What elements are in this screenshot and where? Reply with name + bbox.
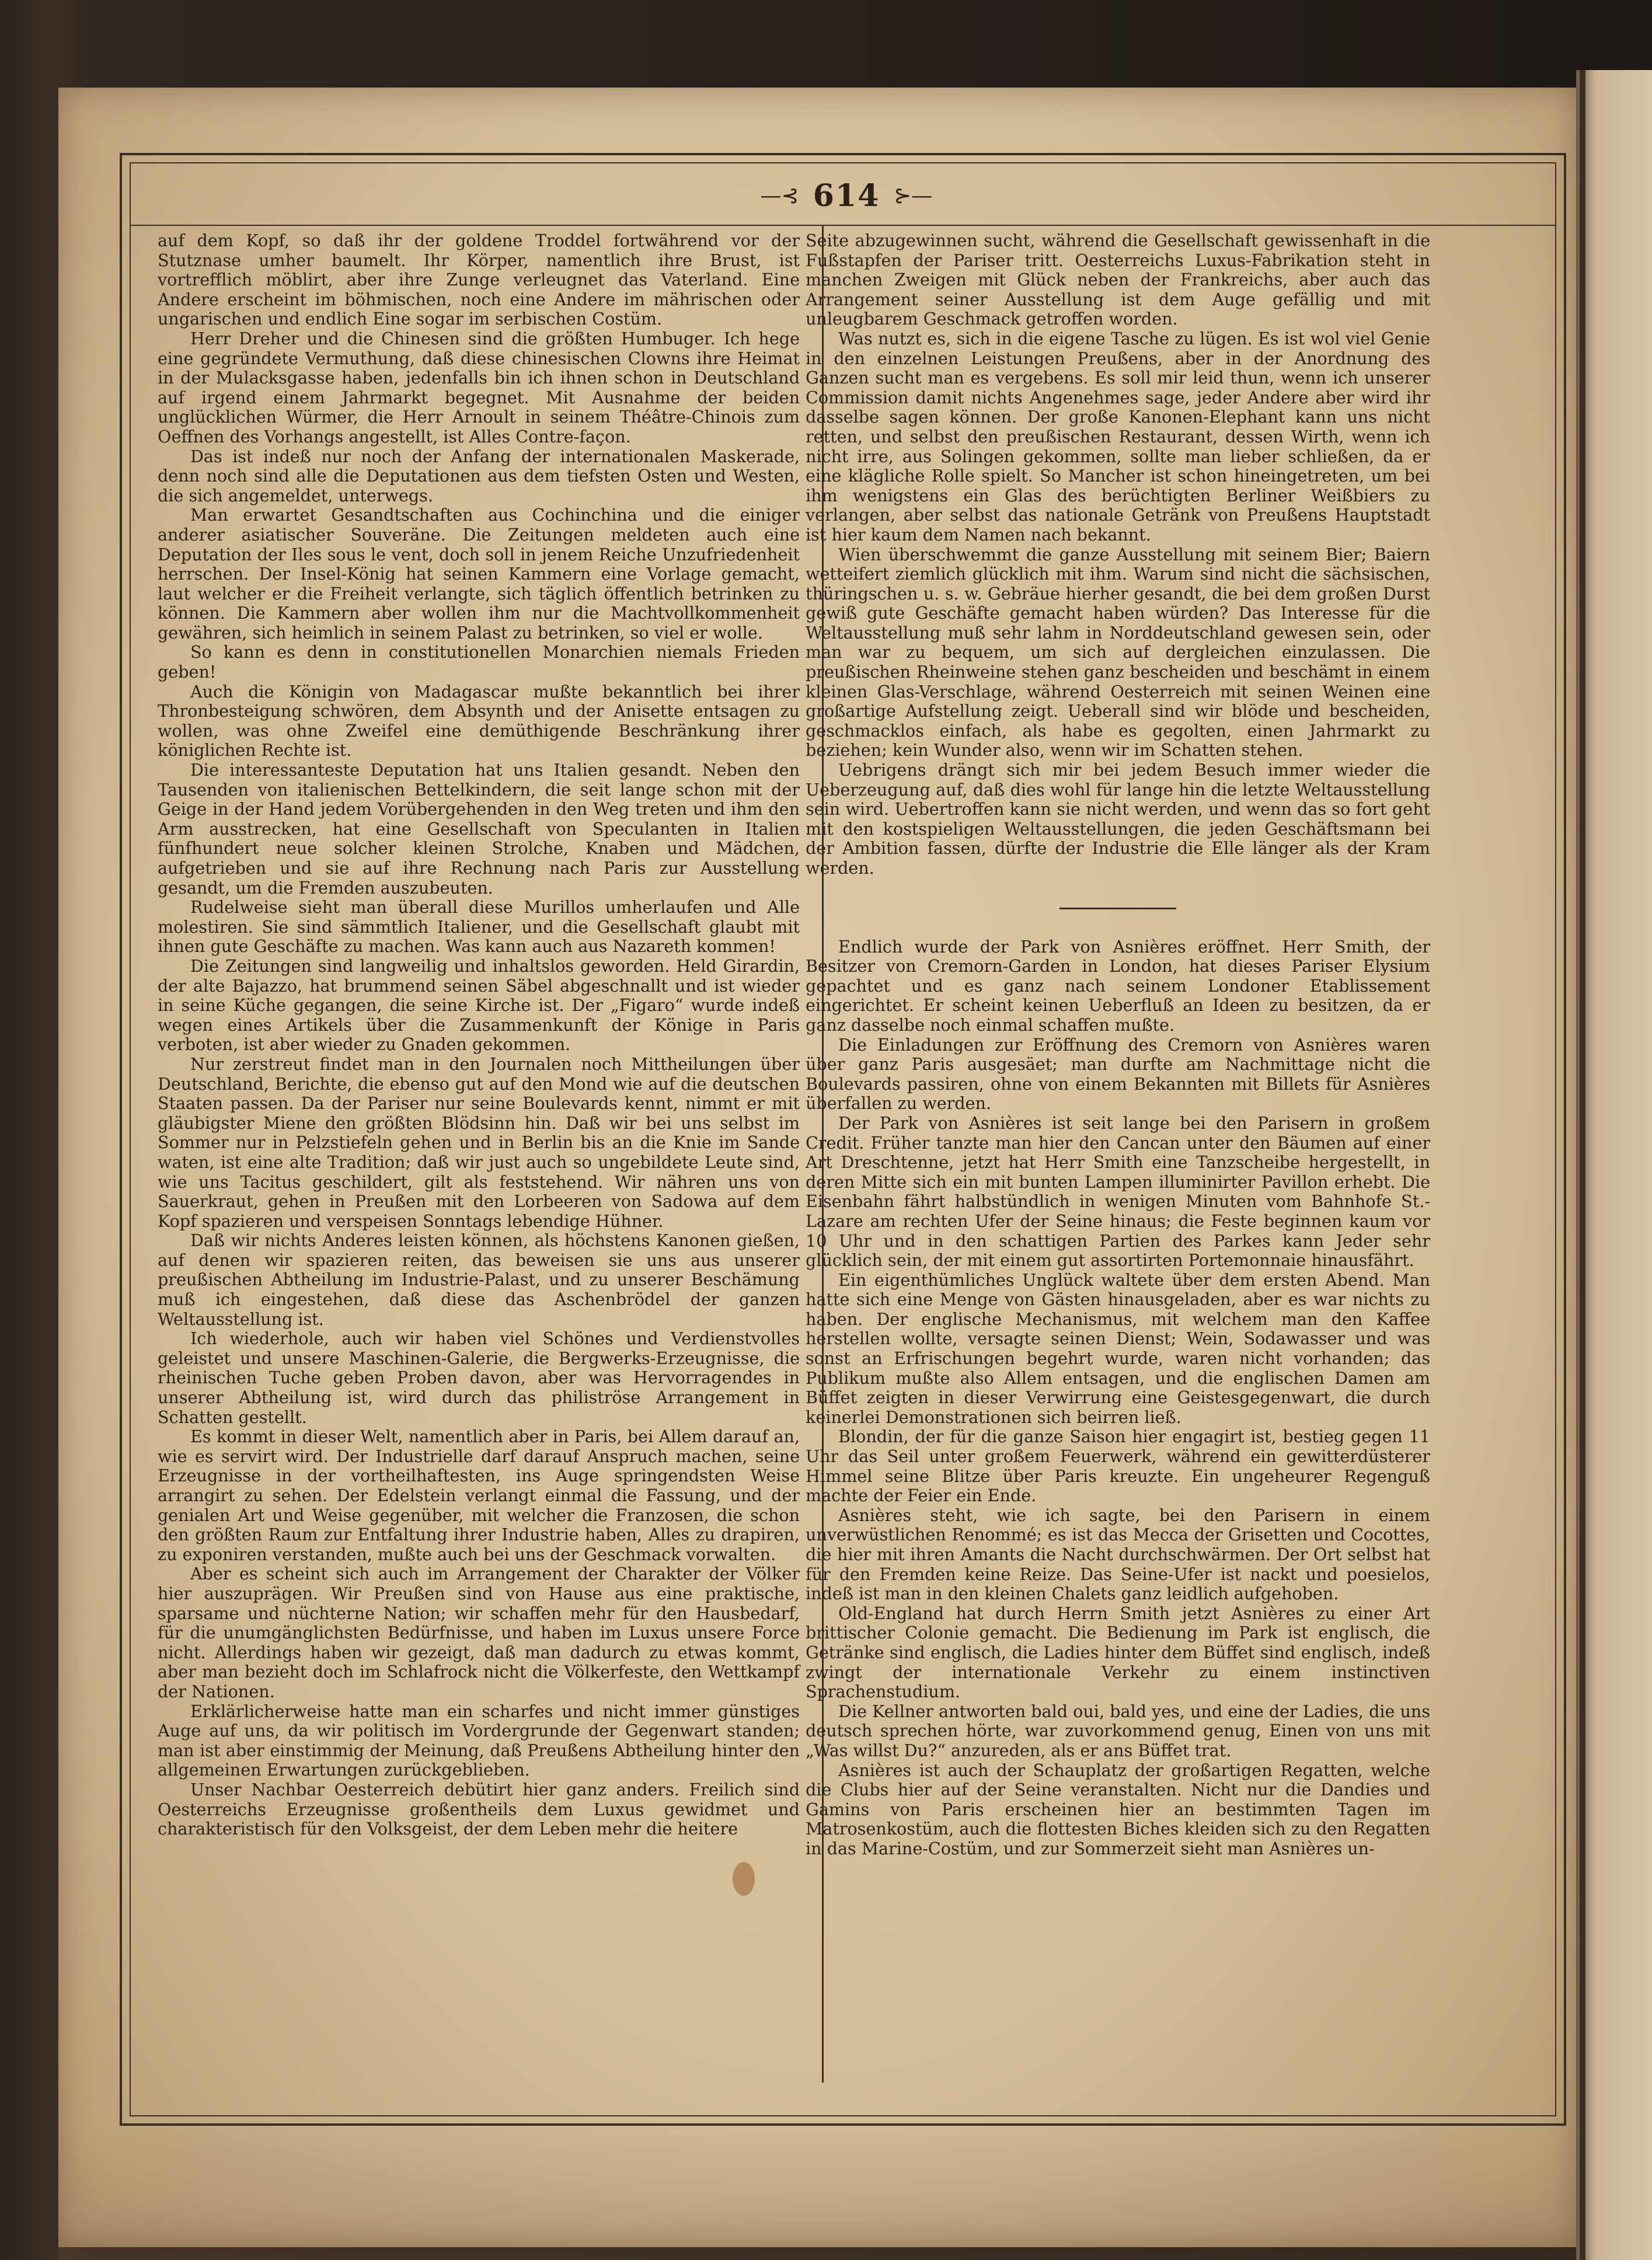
paragraph: Herr Dreher und die Chinesen sind die größten Humbuger. Ich hege eine gegründete Vermuthung, daß diese chinesischen Clowns ihre Heimat in der Mulacksgasse haben, jedenfalls bin ich ihnen schon in Deutschland auf irgend einem Jahrmarkt begegnet. Mit Ausnahme der beiden unglücklichen Würmer, die Herr Arnoult in seinem Théâtre-Chinois zum Oeffnen des Vorhangs angestellt, ist Alles Contre-façon. (158, 328, 800, 447)
paragraph: Old-England hat durch Herrn Smith jetzt Asnières zu einer Art brittischer Colonie gemacht. Die Bedienung im Park ist englisch, die Getränke sind englisch, die Ladies hinter dem Büffet sind englisch, indeß zwingt der internationale Verkehr zu einem instinctiven Sprachenstudium. (806, 1603, 1430, 1702)
header-rule (130, 225, 1556, 226)
paragraph: Asnières steht, wie ich sagte, bei den Parisern in einem unverwüstlichen Renommé; es ist das Mecca der Grisetten und Cocottes, die hier mit ihren Amants die Nacht durchschwärmen. Der Ort selbst hat für den Fremden keine Reize. Das Seine-Ufer ist nackt und poesielos, indeß ist man in den kleinen Chalets ganz leidlich aufgehoben. (806, 1505, 1430, 1604)
paragraph: Die Einladungen zur Eröffnung des Cremorn von Asnières waren über ganz Paris ausgesäet; man durfte am Nachmittage nicht die Boulevards passiren, ohne von einem Bekannten mit Billets für Asnières überfallen zu werden. (806, 1034, 1430, 1114)
paragraph: Die interessanteste Deputation hat uns Italien gesandt. Neben den Tausenden von italienischen Bettelkindern, die seit lange schon mit der Geige in der Hand jedem Vorübergehenden in den Weg treten und ihm den Arm ausstrecken, hat eine Gesellschaft von Speculanten in Italien fünfhundert neue solcher kleinen Strolche, Knaben und Mädchen, aufgetrieben und sie auf ihre Rechnung nach Paris zur Ausstellung gesandt, um die Fremden auszubeuten. (158, 760, 800, 898)
ornament-right: ⊱— (894, 183, 933, 208)
right-column-top (806, 231, 1430, 878)
paragraph: Das ist indeß nur noch der Anfang der internationalen Maskerade, denn noch sind alle die Deputationen aus dem tiefsten Osten und Westen, die sich angemeldet, unterwegs. (158, 446, 800, 505)
page-bottom-shade (58, 2125, 1576, 2260)
paragraph: Rudelweise sieht man überall diese Murillos umherlaufen und Alle molestiren. Sie sind sämmtlich Italiener, und die Gesellschaft glaubt mit ihnen gute Geschäfte zu machen. Was kann auch aus Nazareth kommen! (158, 897, 800, 957)
paper-stain (733, 1862, 755, 1896)
right-column-bottom (806, 937, 1430, 1859)
section-separator (1059, 908, 1176, 909)
paragraph: Endlich wurde der Park von Asnières eröffnet. Herr Smith, der Besitzer von Cremorn-Garden in London, hat dieses Pariser Elysium gepachtet und es ganz nach seinem Londoner Etablissement eingerichtet. Er scheint keinen Ueberfluß an Ideen zu besitzen, da er ganz dasselbe noch einmal schaffen mußte. (806, 936, 1430, 1035)
paragraph: Wien überschwemmt die ganze Ausstellung mit seinem Bier; Baiern wetteifert ziemlich glücklich mit ihm. Warum sind nicht die sächsischen, thüringschen u. s. w. Gebräue hierher gesandt, die bei dem großen Durst gewiß gute Geschäfte gemacht haben würden? Das Interesse für die Weltausstellung muß sehr lahm in Norddeutschland gewesen sein, oder man war zu bequem, um sich auf dergleichen einzulassen. Die preußischen Rheinweine stehen ganz bescheiden und beschämt in einem kleinen Glas-Verschlage, während Oesterreich mit seinen Weinen eine großartige Aufstellung zeigt. Ueberall sind wir blöde und bescheiden, geschmacklos einfach, als habe es gegolten, einen Jahrmarkt zu beziehen; kein Wunder also, wenn wir im Schatten stehen. (806, 544, 1430, 761)
paragraph: Die Zeitungen sind langweilig und inhaltslos geworden. Held Girardin, der alte Bajazzo, hat brummend seinen Säbel abgeschnallt und ist wieder in seine Küche gegangen, die seine Kirche ist. Der „Figaro“ wurde indeß wegen eines Artikels über die Zusammenkunft der Könige in Paris verboten, ist aber wieder zu Gnaden gekommen. (158, 955, 800, 1055)
paragraph: Aber es scheint sich auch im Arrangement der Charakter der Völker hier auszuprägen. Wir Preußen sind von Hause aus eine praktische, sparsame und nüchterne Nation; wir schaffen mehr für den Hausbedarf, für die unumgänglichsten Bedürfnisse, und haben im Luxus unsere Force nicht. Allerdings haben wir gezeigt, daß man dadurch zu etwas kommt, aber man bezieht doch im Schlafrock nicht die Völkerfeste, den Wettkampf der Nationen. (158, 1564, 800, 1701)
paragraph: Auch die Königin von Madagascar mußte bekanntlich bei ihrer Thronbesteigung schwören, dem Absynth und der Anisette entsagen zu wollen, was ohne Zweifel eine demüthigende Beschränkung ihrer königlichen Rechte ist. (158, 681, 800, 761)
paragraph: Die Kellner antworten bald oui, bald yes, und eine der Ladies, die uns deutsch sprechen hörte, war zuvorkommend genug, Einen von uns mit „Was willst Du?“ anzureden, als er ans Büffet trat. (806, 1701, 1430, 1760)
page-header (671, 169, 1022, 222)
paragraph: Man erwartet Gesandtschaften aus Cochinchina und die einiger anderer asiatischer Souveräne. Die Zeitungen meldeten auch eine Deputation der Iles sous le vent, doch soll in jenem Reiche Unzufriedenheit herrschen. Der Insel-König hat seinen Kammern eine Vorlage gemacht, laut welcher er die Freiheit verlangte, sich täglich öffentlich betrinken zu können. Die Kammern aber wollen ihm nur die Machtvollkommenheit gewähren, sich heimlich in seinem Palast zu betrinken, so viel er wolle. (158, 505, 800, 643)
paragraph: Erklärlicherweise hatte man ein scharfes und nicht immer günstiges Auge auf uns, da wir politisch im Vordergrunde der Gegenwart standen; man ist aber einstimmig der Meinung, daß Preußens Abtheilung hinter den allgemeinen Erwartungen zurückgeblieben. (158, 1701, 800, 1780)
paragraph: Unser Nachbar Oesterreich debütirt hier ganz anders. Freilich sind Oesterreichs Erzeugnisse großentheils dem Luxus gewidmet und charakteristisch für den Volksgeist, der dem Leben mehr die heitere (158, 1779, 800, 1839)
right-column (806, 231, 1430, 1859)
next-page-edge (1576, 70, 1652, 2260)
left-column (158, 231, 800, 1839)
page-number: 614 (813, 177, 880, 214)
paragraph: Seite abzugewinnen sucht, während die Gesellschaft gewissenhaft in die Fußstapfen der Pariser tritt. Oesterreichs Luxus-Fabrikation steht in manchen Zweigen mit Glück neben der Frankreichs, aber auch das Arrangement seiner Ausstellung ist dem Auge gefällig und mit unleugbarem Geschmack getroffen worden. (806, 231, 1430, 329)
paragraph: Asnières ist auch der Schauplatz der großartigen Regatten, welche die Clubs hier auf der Seine veranstalten. Nicht nur die Dandies und Gamins von Paris erscheinen hier an bestimmten Tagen im Matrosenkostüm, auch die flottesten Biches kleiden sich zu den Regatten in das Marine-Costüm, und zur Sommerzeit sieht man Asnières un- (806, 1760, 1430, 1858)
paragraph: Uebrigens drängt sich mir bei jedem Besuch immer wieder die Ueberzeugung auf, daß dies wohl für lange hin die letzte Weltausstellung sein wird. Uebertroffen kann sie nicht werden, und wenn das so fort geht mit den kostspieligen Weltausstellungen, die jeden Geschäftsmann bei der Ambition fassen, dürfte der Industrie die Elle länger als der Kram werden. (806, 760, 1430, 878)
paragraph: Ein eigenthümliches Unglück waltete über dem ersten Abend. Man hatte sich eine Menge von Gästen hinausgeladen, aber es war nichts zu haben. Der englische Mechanismus, mit welchem man den Kaffee herstellen wollte, versagte seinen Dienst; Wein, Sodawasser und was sonst an Erfrischungen begehrt wurde, waren nicht vorhanden; das Publikum mußte also Allem entsagen, und die englischen Damen am Büffet zeigten in dieser Verwirrung eine Geistesgegenwart, die durch keinerlei Demonstrationen sich beirren ließ. (806, 1269, 1430, 1427)
ornament-left: —⊰ (760, 183, 799, 208)
paragraph: Was nutzt es, sich in die eigene Tasche zu lügen. Es ist wol viel Genie in den einzelnen Leistungen Preußens, aber in der Anordnung des Ganzen sucht man es vergebens. Es soll mir leid thun, wenn ich unserer Commission damit nichts Angenehmes sage, jeder Andere aber wird ihr dasselbe sagen können. Der große Kanonen-Elephant kann uns nicht retten, und selbst den preußischen Restaurant, dessen Wirth, wenn ich nicht irre, aus Solingen gekommen, sollte man lieber schließen, da er eine klägliche Rolle spielt. So Mancher ist schon hineingetreten, um bei ihm wenigstens ein Glas des berüchtigten Berliner Weißbiers zu verlangen, aber selbst das nationale Getränk von Preußens Hauptstadt ist hier kaum dem Namen nach bekannt. (806, 328, 1430, 545)
paragraph: Nur zerstreut findet man in den Journalen noch Mittheilungen über Deutschland, Berichte, die ebenso gut auf den Mond wie auf die deutschen Staaten passen. Da der Pariser nur seine Boulevards kennt, nimmt er mit gläubigster Miene den größten Blödsinn hin. Daß wir bei uns selbst im Sommer nur in Pelzstiefeln gehen und in Berlin bis an die Knie im Sande waten, ist eine alte Tradition; daß wir just auch so ungebildete Leute sind, wie uns Tacitus geschildert, gilt als feststehend. Wir nähren uns von Sauerkraut, gehen in Preußen mit den Lorbeeren von Sadowa auf dem Kopf spazieren und verspeisen Sonntags lebendige Hühner. (158, 1054, 800, 1231)
paragraph: Blondin, der für die ganze Saison hier engagirt ist, bestieg gegen 11 Uhr das Seil unter großem Feuerwerk, während ein gewitterdüsterer Himmel seine Blitze über Paris kreuzte. Ein ungeheurer Regenguß machte der Feier ein Ende. (806, 1427, 1430, 1506)
paragraph: Es kommt in dieser Welt, namentlich aber in Paris, bei Allem darauf an, wie es servirt wird. Der Industrielle darf darauf Anspruch machen, seine Erzeugnisse in der vortheilhaftesten, ins Auge springendsten Weise arrangirt zu sehen. Der Edelstein verlangt einmal die Fassung, und der genialen Art und Weise gegenüber, mit welcher die Franzosen, die schon den größten Raum zur Entfaltung ihrer Industrie haben, Alles zu drapiren, zu exponiren verstanden, mußte auch bei uns der Geschmack vorwalten. (158, 1427, 800, 1564)
paragraph: Ich wiederhole, auch wir haben viel Schönes und Verdienstvolles geleistet und unsere Maschinen-Galerie, die Bergwerks-Erzeugnisse, die rheinischen Tuche geben Proben davon, aber was Hervorragendes in unserer Abtheilung ist, wird durch das philiströse Arrangement in Schatten gestellt. (158, 1328, 800, 1427)
paragraph: auf dem Kopf, so daß ihr der goldene Troddel fortwährend vor der Stutznase umher baumelt. Ihr Körper, namentlich ihre Brust, ist vortrefflich möblirt, aber ihre Zunge verleugnet das Vaterland. Eine Andere erscheint im böhmischen, noch eine Andere im mährischen oder ungarischen und endlich Eine sogar im serbischen Costüm. (158, 231, 800, 329)
paragraph: Daß wir nichts Anderes leisten können, als höchstens Kanonen gießen, auf denen wir spazieren reiten, das beweisen sie uns aus unserer preußischen Abtheilung im Industrie-Palast, und zu unserer Beschämung muß ich eingestehen, daß diese das Aschenbrödel der ganzen Weltausstellung ist. (158, 1230, 800, 1329)
paragraph: So kann es denn in constitutionellen Monarchien niemals Frieden geben! (158, 642, 800, 682)
paragraph: Der Park von Asnières ist seit lange bei den Parisern in großem Credit. Früher tanzte man hier den Cancan unter den Bäumen auf einer Art Dreschtenne, jetzt hat Herr Smith eine Tanzscheibe hergestellt, in deren Mitte sich ein mit bunten Lampen illuminirter Pavillon erhebt. Die Eisenbahn fährt halbstündlich in wenigen Minuten vom Bahnhofe St.-Lazare am rechten Ufer der Seine hinaus; die Feste beginnen kaum vor 10 Uhr und in den schattigen Partien des Parkes kann Jeder sehr glücklich sein, der mit einem gut assortirten Portemonnaie hinausfährt. (806, 1112, 1430, 1271)
binding-edge (1580, 70, 1585, 2260)
